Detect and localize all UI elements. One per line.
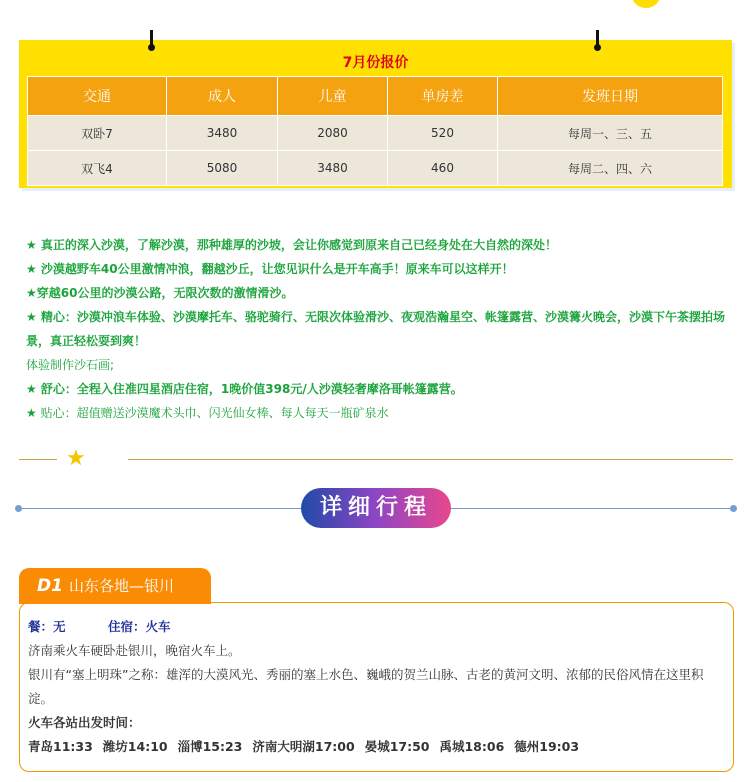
price-card <box>19 40 732 188</box>
times-label: 火车各站出发时间： <box>28 715 141 730</box>
table-cell: 双飞4 <box>28 151 167 186</box>
day-description: 济南乘火车硬卧赴银川，晚宿火车上。 <box>28 643 241 658</box>
dot-icon <box>730 505 737 512</box>
table-cell: 2080 <box>278 116 388 151</box>
table-row <box>28 116 723 151</box>
meal-stay-row <box>28 615 728 639</box>
table-row <box>28 151 723 186</box>
day-description: 银川有“塞上明珠”之称：雄浑的大漠风光、秀丽的塞上水色、巍峨的贺兰山脉、古老的黄河文明、浓郁的民俗风情在这里积淀。 <box>28 667 704 706</box>
day-title: 山东各地—银川 <box>68 577 174 595</box>
table-cell: 3480 <box>167 116 278 151</box>
feature-item: 体验制作沙石画; <box>26 358 115 372</box>
station-time: 淄博15:23 <box>177 739 243 754</box>
col-header: 发班日期 <box>498 77 723 116</box>
table-cell: 每周二、四、六 <box>498 151 723 186</box>
meal-info: 餐：无 <box>28 619 66 634</box>
day-number: D1 <box>37 576 63 596</box>
feature-item: ★ 精心：沙漠冲浪车体验、沙漠摩托车、骆驼骑行、无限次体验滑沙、夜观浩瀚星空、帐篷露营、沙漠篝火晚会，沙漠下午茶摆拍场景，真正轻松耍到爽！ <box>26 310 725 348</box>
station-time: 青岛11:33 <box>28 739 93 754</box>
price-table <box>27 76 723 186</box>
table-cell: 每周一、三、五 <box>498 116 723 151</box>
station-time: 德州19:03 <box>514 739 580 754</box>
pin-icon <box>596 30 599 48</box>
moon-decoration <box>631 0 661 8</box>
star-icon: ★ <box>66 446 86 471</box>
table-cell: 3480 <box>278 151 388 186</box>
times-list <box>28 735 728 759</box>
feature-item: ★ 舒心：全程入住准四星酒店住宿，1晚价值398元/人沙漠轻奢摩洛哥帐篷露营。 <box>26 382 463 396</box>
table-cell: 5080 <box>167 151 278 186</box>
day-body <box>28 615 728 759</box>
feature-item: ★ 贴心：超值赠送沙漠魔术头巾、闪光仙女棒、每人每天一瓶矿泉水 <box>26 406 389 420</box>
table-header-row <box>28 77 723 116</box>
divider <box>128 459 733 460</box>
price-title: 7月份报价 <box>342 55 409 71</box>
table-cell: 双卧7 <box>28 116 167 151</box>
station-time: 潍坊14:10 <box>102 739 168 754</box>
features-list <box>26 233 731 425</box>
feature-item: ★ 真正的深入沙漠，了解沙漠，那种雄厚的沙坡，会让你感觉到原来自己已经身处在大自然的深处！ <box>26 238 557 252</box>
station-time: 济南大明湖17:00 <box>252 739 355 754</box>
day-tab <box>19 568 211 604</box>
stay-info: 住宿：火车 <box>108 619 171 634</box>
station-time: 禹城18:06 <box>439 739 505 754</box>
col-header: 单房差 <box>388 77 498 116</box>
feature-item: ★ 沙漠越野车40公里激情冲浪，翻越沙丘，让您见识什么是开车高手！原来车可以这样开！ <box>26 262 514 276</box>
table-cell: 460 <box>388 151 498 186</box>
feature-item: ★穿越60公里的沙漠公路，无限次数的激情滑沙。 <box>26 286 294 300</box>
pin-icon <box>150 30 153 48</box>
dot-icon <box>15 505 22 512</box>
section-title: 详细行程 <box>301 488 451 528</box>
col-header: 成人 <box>167 77 278 116</box>
table-cell: 520 <box>388 116 498 151</box>
divider <box>19 459 57 460</box>
col-header: 儿童 <box>278 77 388 116</box>
col-header: 交通 <box>28 77 167 116</box>
station-time: 晏城17:50 <box>364 739 430 754</box>
